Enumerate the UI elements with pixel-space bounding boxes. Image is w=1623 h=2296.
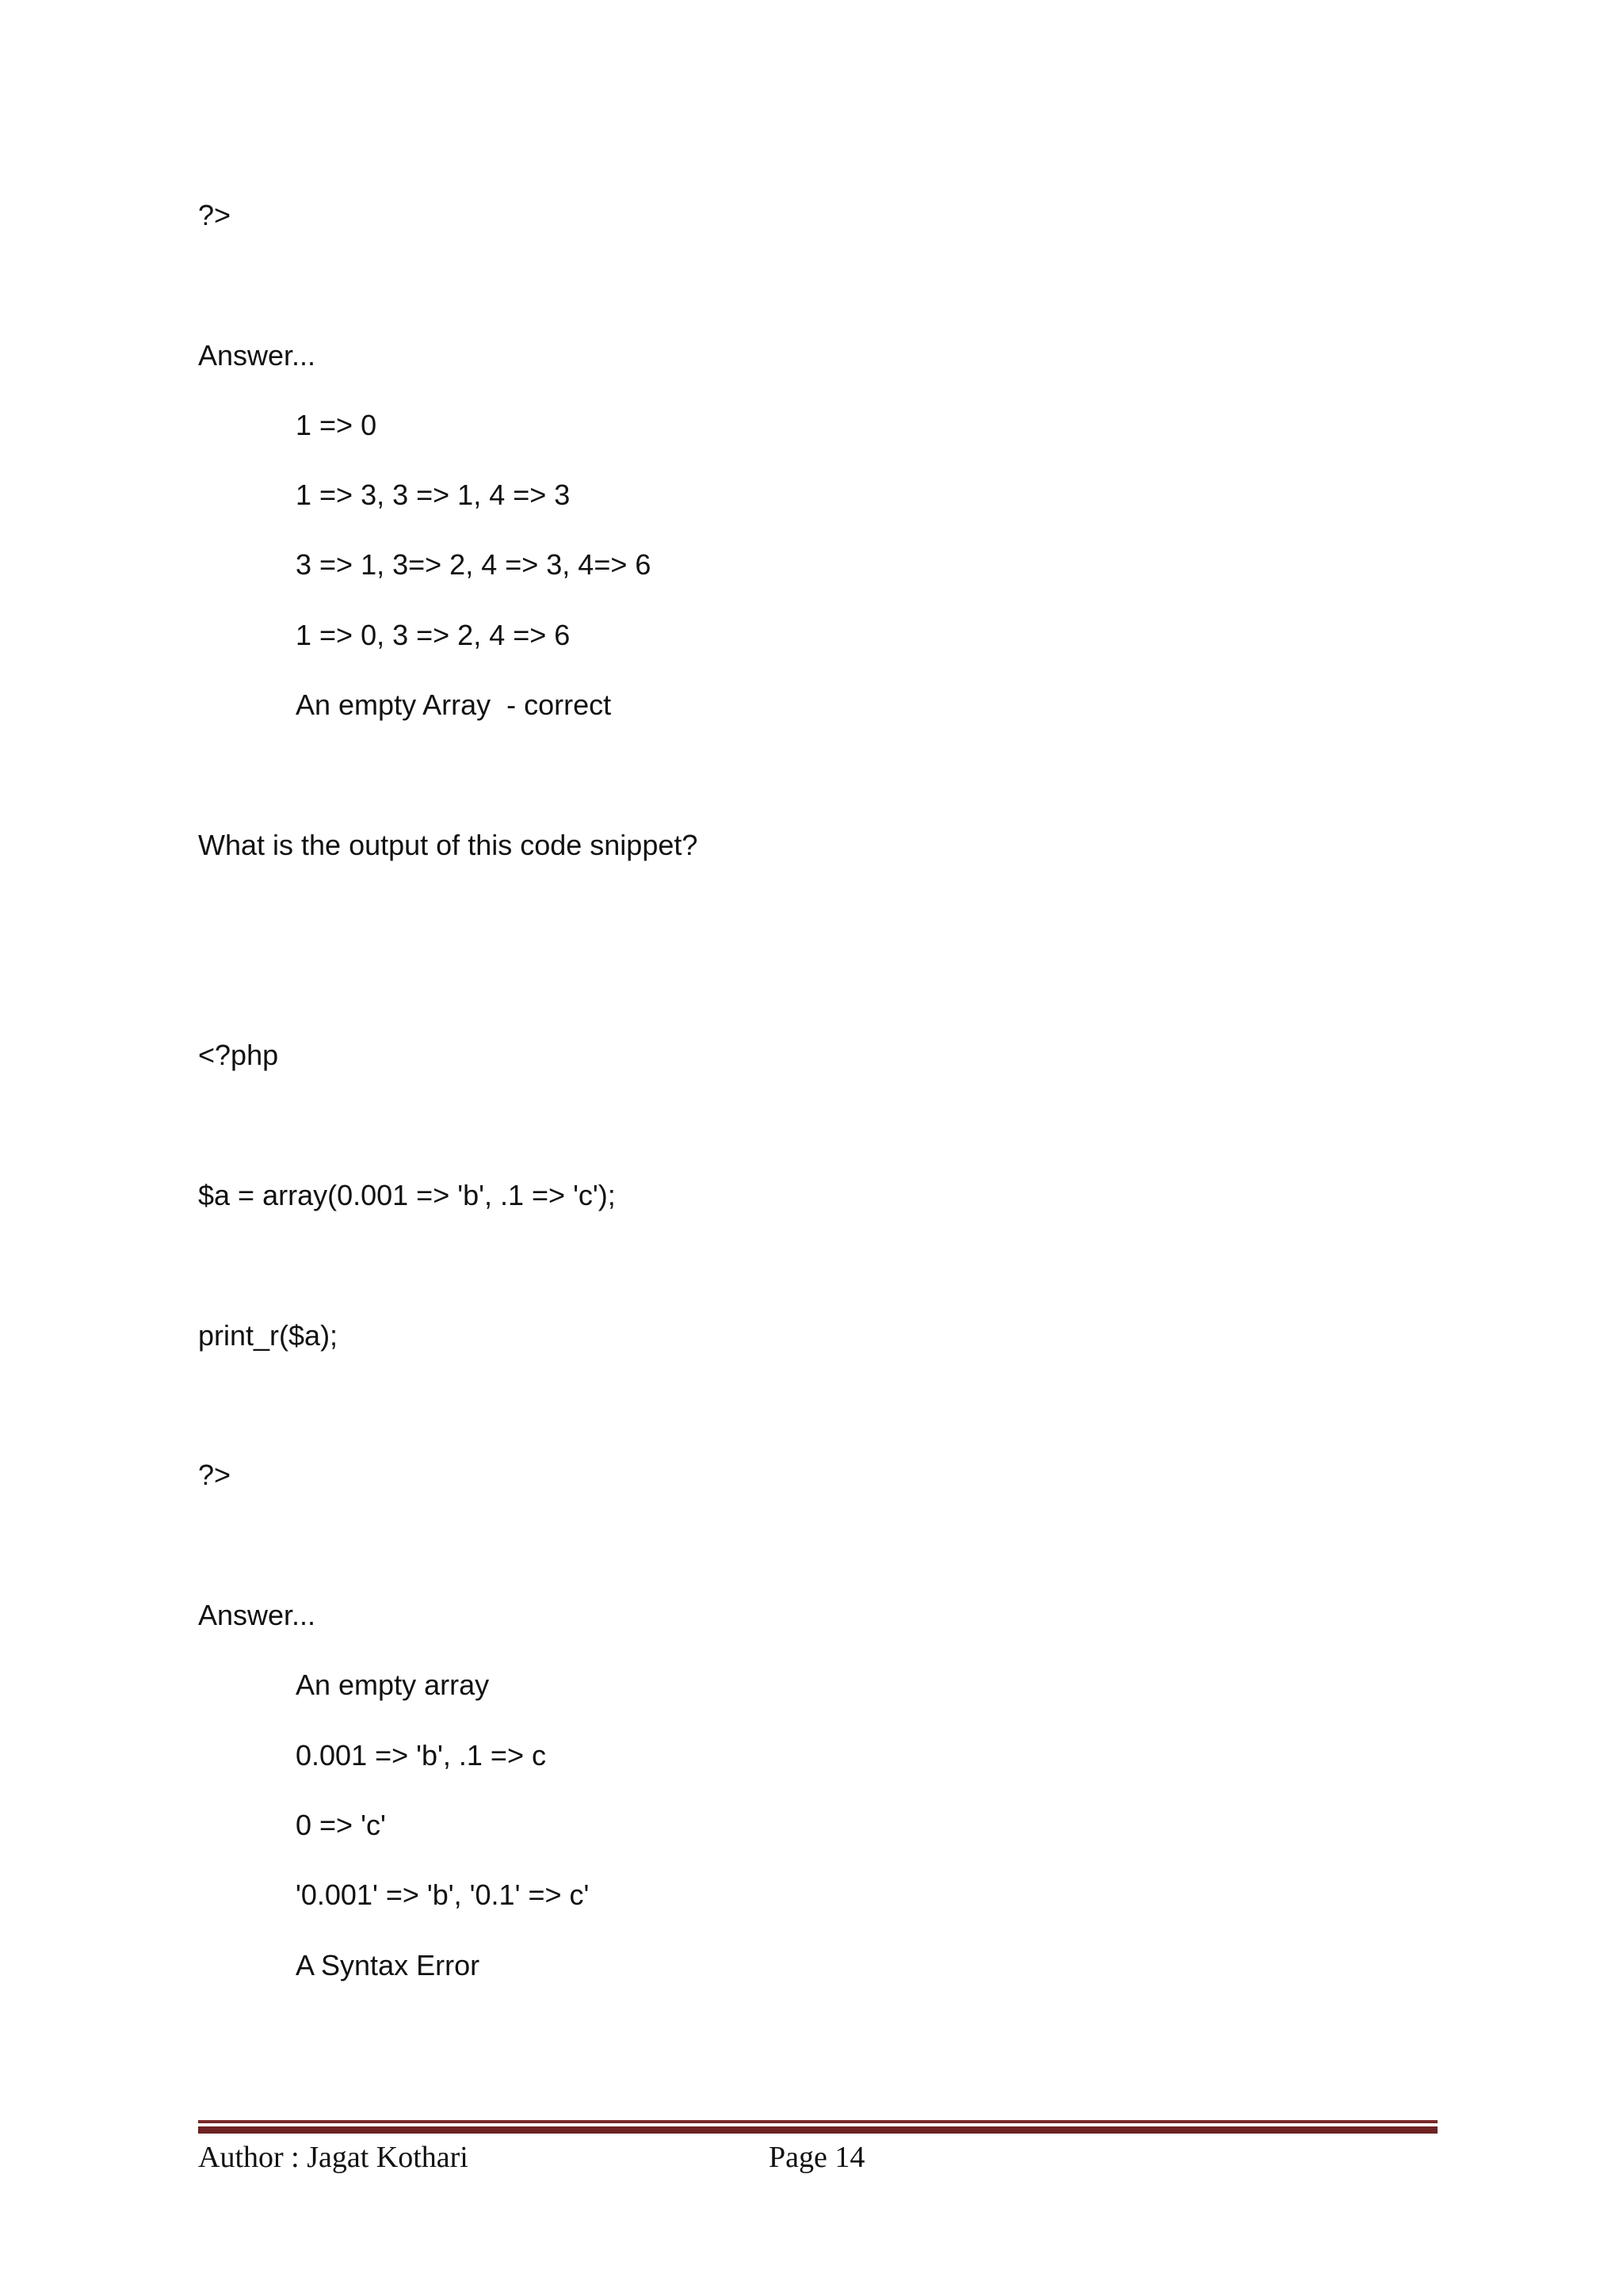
code-line: print_r($a); — [198, 1319, 338, 1352]
answer-option: '0.001' => 'b', '0.1' => c' — [296, 1878, 590, 1911]
question-text: What is the output of this code snippet? — [198, 829, 698, 861]
code-line: $a = array(0.001 => 'b', .1 => 'c'); — [198, 1179, 616, 1211]
answer-option: An empty Array - correct — [296, 688, 612, 721]
footer-rule-thick — [198, 2126, 1438, 2134]
code-line: ?> — [198, 1459, 231, 1491]
footer-page-number: Page 14 — [769, 2141, 865, 2174]
answer-option: 1 => 0, 3 => 2, 4 => 6 — [296, 619, 571, 651]
answer-option: 1 => 0 — [296, 409, 377, 441]
answer-option: 3 => 1, 3=> 2, 4 => 3, 4=> 6 — [296, 548, 651, 581]
answer-heading: Answer... — [198, 1599, 316, 1631]
answer-option: 1 => 3, 3 => 1, 4 => 3 — [296, 479, 571, 511]
answer-option: 0.001 => 'b', .1 => c — [296, 1739, 546, 1772]
footer-rule-thin — [198, 2120, 1438, 2123]
code-line: <?php — [198, 1039, 279, 1071]
answer-option: 0 => 'c' — [296, 1809, 386, 1841]
answer-option: A Syntax Error — [296, 1949, 480, 1981]
answer-option: An empty array — [296, 1669, 490, 1701]
code-closing-tag: ?> — [198, 199, 231, 231]
footer-author: Author : Jagat Kothari — [198, 2141, 468, 2174]
answer-heading: Answer... — [198, 339, 316, 372]
